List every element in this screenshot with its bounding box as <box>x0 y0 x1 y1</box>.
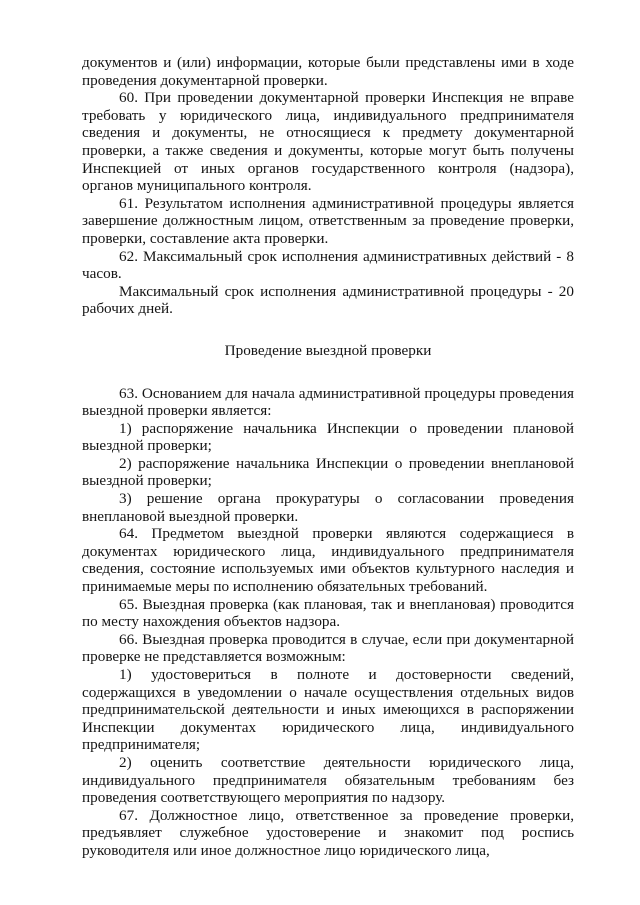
paragraph-continuation: документов и (или) информации, которые были представлены ими в ходе проведения документарной проверки. <box>82 54 574 89</box>
paragraph-63-item-2: 2) распоряжение начальника Инспекции о проведении внеплановой выездной проверки; <box>82 454 574 490</box>
paragraph-66: 66. Выездная проверка проводится в случае, если при документарной проверке не представляется возможным: <box>82 630 574 666</box>
paragraph-66-item-2: 2) оценить соответствие деятельности юридического лица, индивидуального предпринимателя обязательным требованиям без проведения соответствующего мероприятия по надзору. <box>82 753 574 807</box>
paragraph-60: 60. При проведении документарной проверки Инспекция не вправе требовать у юридического лица, индивидуального предпринимателя сведения и документы, не относящиеся к предмету документарной проверки, а также сведения и документы, которые могут быть получены Инспекцией от иных органов государственного контроля (надзора), органов муниципального контроля. <box>82 89 574 195</box>
paragraph-63-item-3: 3) решение органа прокуратуры о согласовании проведения внеплановой выездной проверки. <box>82 490 574 525</box>
paragraph-66-item-1: 1) удостовериться в полноте и достоверности сведений, содержащихся в уведомлении о начале осуществления отдельных видов предпринимательской деятельности и иных имеющихся в распоряжении Инспекции документах юридического лица, индивидуального предпринимателя; <box>82 666 574 754</box>
paragraph-63: 63. Основанием для начала административной процедуры проведения выездной проверки является: <box>82 384 574 420</box>
paragraph-64: 64. Предметом выездной проверки являются содержащиеся в документах юридического лица, индивидуального предпринимателя сведения, состояние используемых ими объектов культурного наследия и принимаемые меры по исполнению обязательных требований. <box>82 525 574 596</box>
paragraph-63-item-1: 1) распоряжение начальника Инспекции о проведении плановой выездной проверки; <box>82 419 574 455</box>
paragraph-61: 61. Результатом исполнения административной процедуры является завершение должностным лицом, ответственным за проведение проверки, проверки, составление акта проверки. <box>82 194 574 247</box>
document-page <box>82 54 574 860</box>
paragraph-65: 65. Выездная проверка (как плановая, так и внеплановая) проводится по месту нахождения объектов надзора. <box>82 595 574 631</box>
section-heading: Проведение выездной проверки <box>224 341 432 359</box>
paragraph-62: 62. Максимальный срок исполнения административных действий - 8 часов. <box>82 247 574 283</box>
paragraph-67: 67. Должностное лицо, ответственное за проведение проверки, предъявляет служебное удостоверение и знакомит под роспись руководителя или иное должностное лицо юридического лица, <box>82 806 574 859</box>
paragraph-62-max-term: Максимальный срок исполнения административной процедуры - 20 рабочих дней. <box>82 282 574 318</box>
